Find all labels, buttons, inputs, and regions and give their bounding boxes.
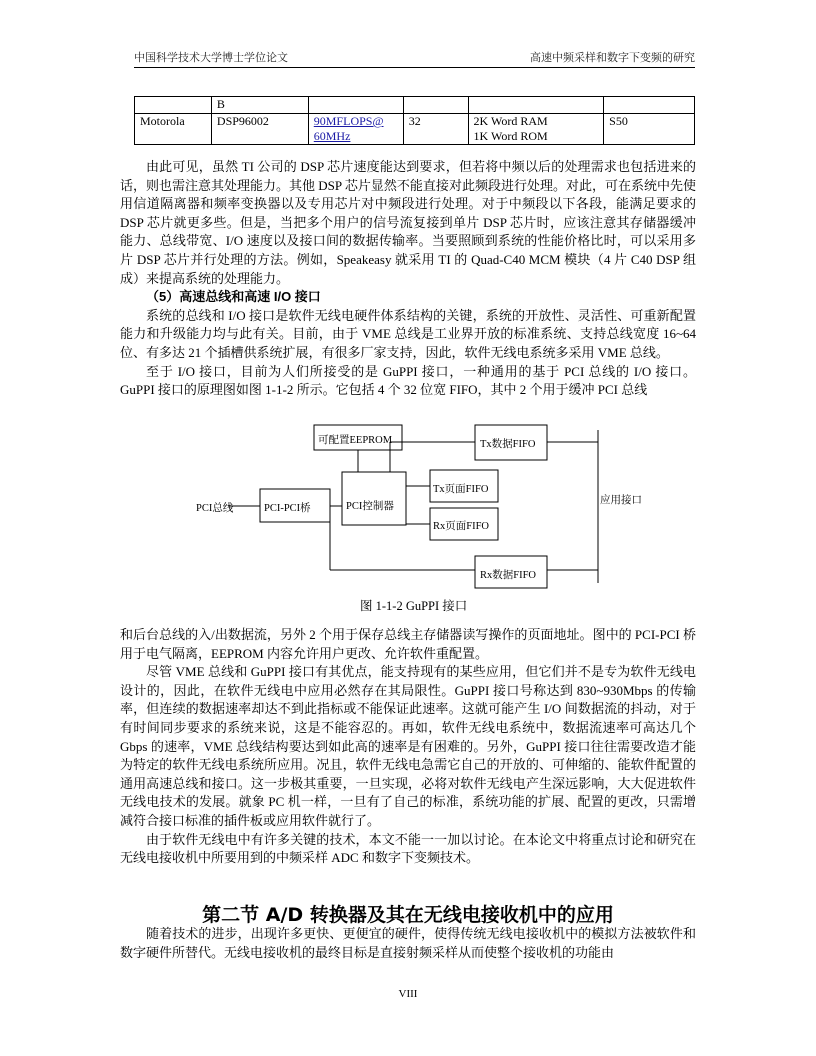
application-interface-label: 应用接口 xyxy=(600,495,642,506)
table-cell: Motorola xyxy=(135,114,212,145)
table-cell: DSP96002 xyxy=(211,114,308,145)
header-chapter-title: 高速中频采样和数字下变频的研究 xyxy=(530,51,695,64)
pci-controller-block: PCI控制器 xyxy=(346,501,394,512)
pci-bus-label: PCI总线 xyxy=(196,503,234,514)
table-cell: B xyxy=(211,97,308,114)
paragraph: 系统的总线和 I/O 接口是软件无线电硬件体系结构的关键，系统的开放性、灵活性、可重新配置能力和升级能力均与此有关。目前，由于 VME 总线是工业界开放的标准系统、支持总线宽度 16~64 位、有多达 21 个插槽供系统扩展，有很多厂家支持，因此，软件无线电系统多采用 VME 总线。 xyxy=(120,307,696,360)
table-cell xyxy=(604,97,695,114)
tx-data-fifo-block: Tx数据FIFO xyxy=(480,439,536,450)
paragraph: 随着技术的进步，出现许多更快、更便宜的硬件，使得传统无线电接收机中的模拟方法被软件和数字硬件所替代。无线电接收机的最终目标是直接射频采样从而使整个接收机的功能由 xyxy=(120,926,696,960)
header-thesis-title: 中国科学技术大学博士学位论文 xyxy=(134,51,288,64)
header-rule xyxy=(134,67,695,68)
running-header xyxy=(134,49,695,67)
table-row xyxy=(135,97,695,114)
guppi-diagram-lines xyxy=(190,420,650,595)
table-cell xyxy=(403,97,468,114)
table-cell xyxy=(468,97,604,114)
table-cell: S50 xyxy=(604,114,695,145)
paragraph: 至于 I/O 接口，目前为人们所接受的是 GuPPI 接口，一种通用的基于 PCI 总线的 I/O 接口。GuPPI 接口的原理图如图 1-1-2 所示。它包括 4 个 32 位宽 FIFO，其中 2 个用于缓冲 PCI 总线 xyxy=(120,363,696,398)
paragraph: 由于软件无线电中有许多关键的技术，本文不能一一加以讨论。在本论文中将重点讨论和研究在无线电接收机中所要用到的中频采样 ADC 和数字下变频技术。 xyxy=(120,831,696,866)
eeprom-block: 可配置EEPROM xyxy=(318,435,393,446)
table-cell: 32 xyxy=(403,114,468,145)
pci-bridge-block: PCI-PCI桥 xyxy=(264,503,311,514)
table-cell xyxy=(308,97,403,114)
table-cell-link[interactable]: 90MFLOPS@ 60MHz xyxy=(308,114,403,145)
guppi-diagram xyxy=(190,420,650,595)
paragraph: 尽管 VME 总线和 GuPPI 接口有其优点，能支持现有的某些应用，但它们并不是专为软件无线电设计的，因此，在软件无线电中应用必然存在其局限性。GuPPI 接口号称达到 830~930Mbps 的传输率，但连续的数据速率却达不到此指标或不能保证此速率。这就可能产生 I/O 间数据流的抖动，对于有时间同步要求的系统来说，这是不能容忍的。再如，软件无线电系统中，数据流速率可高达几个 Gbps 的速率，VME 总线结构要达到如此高的速率是有困难的。另外，GuPPI 接口往往需要改造才能为特定的软件无线电系统所应用。况且，软件无线电急需它自己的开放的、可伸缩的、能软件配置的通用高速总线和接口。这一步极其重要，一旦实现，必将对软件无线电产生深远影响，大大促进软件无线电技术的发展。就象 PC 机一样，一旦有了自己的标准，系统功能的扩展、配置的更改，只需增减符合接口标准的插件板或应用软件就行了。 xyxy=(120,664,696,828)
section-heading: 第二节 A/D 转换器及其在无线电接收机中的应用 xyxy=(202,904,614,926)
subsection-heading: （5）高速总线和高速 I/O 接口 xyxy=(146,289,321,305)
body-text-block-3 xyxy=(120,925,696,962)
rx-page-fifo-block: Rx页面FIFO xyxy=(433,521,490,532)
body-text-block-1 xyxy=(120,158,696,400)
table-row xyxy=(135,114,695,145)
dsp-comparison-table xyxy=(134,96,695,145)
paragraph: 由此可见，虽然 TI 公司的 DSP 芯片速度能达到要求，但若将中频以后的处理需求也包括进来的话，则也需注意其处理能力。其他 DSP 芯片显然不能直接对此频段进行处理。对此，可在系统中先使用信道隔离器和频率变换器以及专用芯片对中频段进行处理。对于中频段以下各段，能满足要求的 DSP 芯片就更多些。但是，当把多个用户的信号流复接到单片 DSP 芯片时，应该注意其存储器缓冲能力、总线带宽、I/O 速度以及接口间的数据传输率。当要照顾到系统的性能价格比时，可以采用多片 DSP 芯片并行处理的方法。例如，Speakeasy 就采用 TI 的 Quad-C40 MCM 模块（4 片 C40 DSP 组成）来提高系统的处理能力。 xyxy=(120,159,696,286)
paragraph: 和后台总线的入/出数据流，另外 2 个用于保存总线主存储器读写操作的页面地址。图中的 PCI-PCI 桥用于电气隔离，EEPROM 内容允许用户更改、允许软件重配置。 xyxy=(120,627,696,661)
table-cell xyxy=(135,97,212,114)
rx-data-fifo-block: Rx数据FIFO xyxy=(480,570,537,581)
body-text-block-2 xyxy=(120,626,696,868)
page-number: VIII xyxy=(398,988,418,1000)
table-cell: 2K Word RAM 1K Word ROM xyxy=(468,114,604,145)
tx-page-fifo-block: Tx页面FIFO xyxy=(433,484,489,495)
figure-caption: 图 1-1-2 GuPPI 接口 xyxy=(360,599,468,613)
